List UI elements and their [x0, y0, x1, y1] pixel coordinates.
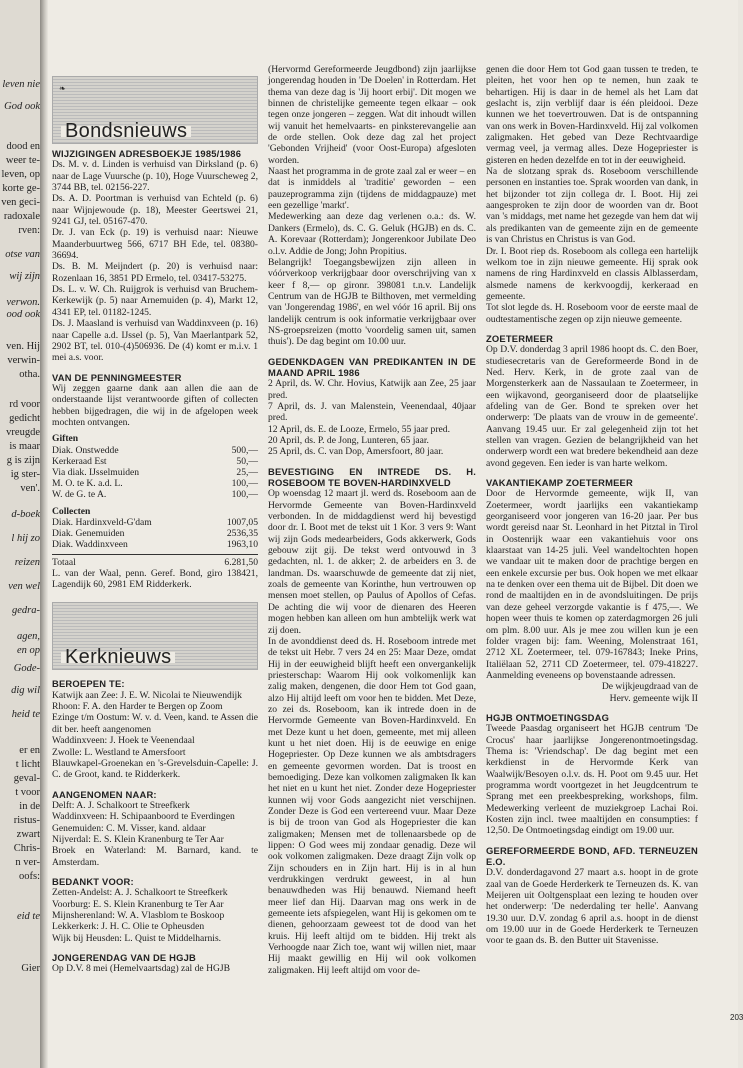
paragraph: Medewerking aan deze dag verlenen o.a.: ds. W. Dankers (Ermelo), ds. C. G. Geluk (HGJB) en ds. C. A. Korevaar (Rotterdam); Jongerenkoor Jubilate Deo o.l.v. Addie de Jong; John Propitius.	[268, 211, 476, 257]
fragment-text	[0, 800, 40, 813]
fragment-word: n ver-	[15, 857, 40, 868]
fragment-word: ven'.	[20, 483, 40, 494]
table-row	[52, 539, 258, 550]
fragment-text	[0, 708, 40, 721]
list-item: Voorburg: E. S. Klein Kranenburg te Ter Aar	[52, 898, 224, 910]
paragraph: Tweede Paasdag organiseert het HGJB centrum 'De Crocus' haar jaarlijkse Jongerenontmoetingsdag. Thema is: 'Vriendschap'. De dag begint met een kerkdienst in de Hervormde Kerk van Waalwijk/Besoyen o.l.v. ds. H. Poot om 9.45 uur. Het programma wordt voortgezet in het Jeugdcentrum te Sprang met een preekbespreking, workshops, film. Medewerking verleent de muziekgroep Lachai Roi. Kosten zijn incl. twee maaltijden en consumpties: f 12,50. De Ontmoetingsdag eindigt om 19.00 uur.	[486, 723, 698, 837]
list-item: Nijverdal: E. S. Klein Kranenburg te Ter Aar	[52, 833, 224, 845]
fragment-word: t voor	[15, 787, 40, 798]
table-row	[52, 489, 258, 500]
fragment-text	[0, 140, 40, 153]
section-heading: VAN DE PENNINGMEESTER	[52, 371, 182, 383]
fragment-word: radoxale	[3, 211, 40, 222]
row-label: M. O. te K. a.d. L.	[52, 478, 123, 490]
fragment-text	[0, 684, 40, 697]
fragment-text	[0, 814, 40, 827]
fragment-text	[0, 100, 40, 113]
fragment-text	[0, 412, 40, 425]
fragment-word: leven nie	[2, 79, 40, 90]
list-item: Wijk bij Heusden: L. Quist te Middelharnis.	[52, 932, 222, 944]
row-label: Kerkeraad Est	[52, 455, 107, 467]
fragment-text	[0, 168, 40, 181]
paragraph: (Hervormd Gereformeerde Jeugdbond) zijn jaarlijkse jongerendag houden in 'De Doelen' in Rotterdam. Het thema van deze dag is 'Jij hoort erbij'. Dit mogen we binnen de christelijke gemeente tegen elkaar – ook tegen onze jongeren – zeggen. Wat dit inhoudt willen wij vanuit het hemelvaarts- en pinksterevangelie aan de orde stellen. Ook deze dag zal het project 'Gebonden Vrijheid' (voor Oost-Europa) afgesloten worden.	[268, 64, 476, 166]
fragment-text	[0, 454, 40, 467]
list-item: 25 April, ds. C. van Dop, Amersfoort, 80 jaar.	[268, 446, 444, 458]
row-label: Diak. Onstwedde	[52, 444, 119, 456]
list-item: Ds. J. Maasland is verhuisd van Waddinxveen (p. 16) naar Capelle a.d. IJssel (p. 5), Van Maerlantpark 52, 2902 BT, tel. 010-(4)506936. De (4) komt er m.i.v. 1 mei a.s. voor.	[52, 318, 258, 364]
fragment-text	[0, 580, 40, 593]
list-item: Waddinxveen: J. Hoek te Veenendaal	[52, 735, 195, 747]
fragment-text	[0, 224, 40, 237]
list-item: Mijnsherenland: W. A. Vlasblom te Boskoop	[52, 909, 225, 921]
section-heading: VAKANTIEKAMP ZOETERMEER	[486, 477, 633, 489]
fragment-word: ig ster-	[10, 469, 40, 480]
fragment-word: zwart	[16, 829, 40, 840]
total-label: Totaal	[52, 556, 76, 568]
fragment-text	[0, 368, 40, 381]
fragment-word: in de	[19, 801, 40, 812]
fragment-text	[0, 532, 40, 545]
section-heading: HGJB ONTMOETINGSDAG	[486, 711, 610, 723]
gedenkdagen-list	[268, 378, 476, 457]
fragment-text	[0, 870, 40, 883]
paragraph: Na de slotzang sprak ds. Roseboom verschillende personen en instanties toe. Sprak woorden van dank, in het bijzonder tot zijn collega dr. I. Boot. Hij zei aangesproken te zijn door de woorden van dr. Boot van 's middags, met name het gezegde van hem dat wij als predikanten van de gemeente zijn en de gemeente is van Christus en Christus is van God.	[486, 166, 698, 246]
total-rule	[52, 554, 258, 555]
fragment-word: Gier	[21, 963, 40, 974]
fragment-word: Gode-	[13, 663, 40, 674]
fragment-word: wij zijn	[9, 271, 40, 282]
column-3	[486, 64, 698, 947]
fragment-word: gedicht	[9, 413, 40, 424]
column-1	[52, 76, 258, 975]
list-item: 7 April, ds. J. van Malenstein, Veenendaal, 40jaar pred.	[268, 400, 476, 424]
fragment-word: er en	[19, 745, 40, 756]
fragment-word: vreugde	[6, 427, 40, 438]
row-amount: 500,—	[231, 444, 258, 456]
list-item: Genemuiden: C. M. Visser, kand. aldaar	[52, 822, 206, 834]
paragraph: In de avonddienst deed ds. H. Roseboom intrede met de tekst uit Hebr. 7 vers 24 en 25: Maar Deze, omdat Hij in der eeuwigheid blijft heeft een onvergankelijk priesterschap: Waarom Hij ook volkomenlijk kan zalig maken, dengenen, die door Hem tot God gaan, alzo Hij altijd leeft om voor hen te bidden. Met Deze, zo zei ds. Roseboom, kan ik intrede doen in de Hervormde Gemeente van Boven-Hardinxveld. En met Deze kunt u het doen, gemeente, met mij alleen kunt u het niet doen. Hij is de eeuwige en enige Hogepriester. Op Deze kunnen we als ambtsdragers en gemeente gevormen worden. Dat is troost en bemoediging. Deze kan volkomen zaligmaken Ik kan het niet en u kunt het niet. Zonder deze Hogepriester kunnen wij voor Gods aangezicht niet verschijnen. Zonder Deze is God een vertereend vuur. Maar Deze is bij de troon van God als Hogepriester die kan zaligmaken; Mensen met de tollenaarsbede op de lippen: O God wees mij zondaar genadig. Deze wil ook volkomen zaligmaken. Deze draagt Zijn volk op Zijn schouders en in Zijn hart. Hij is in al hun verdrukkingen verdrukt geweest, in al hun benauwdheden was Hij benauwd. Niemand heeft meer lief dan Hij. Daarvan mag ons werk in de gemeente iets afspiegelen, want Hij is gekomen om te dienen, gehoorzaam geweest tot de dood van het kruis. Hij leeft altijd om te bidden. Hij trekt als Verhoogde naar Zich toe, want wij willen niet, maar Hij maakt gewillig en Hij wil ook volkomen zaligmaken. Hij leeft altijd om voor de-	[268, 635, 476, 976]
fragment-word: otse van	[5, 249, 40, 260]
banner-title: Kerknieuws	[61, 652, 175, 663]
fragment-text	[0, 308, 40, 321]
fragment-text	[0, 744, 40, 757]
bondsnieuws-banner	[52, 76, 258, 144]
fragment-word: weer te-	[5, 155, 40, 166]
fragment-text	[0, 354, 40, 367]
list-item: Delft: A. J. Schalkoort te Streefkerk	[52, 799, 190, 811]
list-item: Ds. L. v. W. Ch. Ruijgrok is verhuisd van Bruchem-Kerkewijk (p. 5) naar Arnemuiden (p. 4), Markt 12, 4341 EP, tel. 01182-1245.	[52, 284, 258, 318]
fragment-text	[0, 828, 40, 841]
fragment-text	[0, 630, 40, 643]
fragment-text	[0, 482, 40, 495]
fragment-text	[0, 78, 40, 91]
fragment-text	[0, 910, 40, 923]
fragment-text	[0, 962, 40, 975]
fragment-text	[0, 270, 40, 283]
list-item: Lekkerkerk: J. H. C. Olie te Opheusden	[52, 921, 205, 933]
kerknieuws-banner	[52, 602, 258, 670]
fragment-word: is maar	[9, 441, 40, 452]
table-row	[52, 478, 258, 489]
address-changes	[52, 159, 258, 363]
fragment-word: korte ge-	[2, 183, 40, 194]
fragment-text	[0, 210, 40, 223]
list-item: Katwijk aan Zee: J. E. W. Nicolai te Nieuwendijk	[52, 689, 242, 701]
page-number: 203	[730, 1013, 743, 1022]
row-amount: 100,—	[231, 489, 258, 501]
paragraph: Op woensdag 12 maart jl. werd ds. Roseboom aan de Hervormde Gemeente van Boven-Hardinxveld verbonden. In de middagdienst werd hij bevestigd door dr. I. Boot met de tekst uit 1 Kor. 3 vers 9: Want wij zijn Gods medearbeiders, Gods akkerwerk, Gods gebouw zijt gij. De tekst werd ontvouwd in 3 gedachten, nl. 1. de akker; 2. de arbeiders en 3. de landman. Ds. waarschuwde de gemeente dat zij niet, zoals de gemeente van Korinthe, hun vertrouwen op mensen moet stellen, op Paulus of Apollos of Cefas. De achting die wij voor de dienaren des Heeren mogen hebben kan alleen om hun ambtelijk werk wat zij doen.	[268, 488, 476, 636]
fragment-text	[0, 644, 40, 657]
list-item: 2 April, ds. W. Chr. Hovius, Katwijk aan Zee, 25 jaar pred.	[268, 378, 476, 401]
signature-line: Herv. gemeente wijk II	[609, 692, 698, 704]
page-gutter	[40, 0, 48, 1068]
fragment-text	[0, 182, 40, 195]
paragraph: Op D.V. donderdag 3 april 1986 hoopt ds. C. den Boer, studiesecretaris van de Gereformeerde Bond in de Ned. Herv. Kerk, in de grote zaal van de Morgensterkerk aan de Nassaulaan te Zoetermeer, in een wijkavond, georganiseerd door de plaatselijke afdeling van de Ger. Bond te spreken over het onderwerp: 'De plaats van de vrouw in de gemeente'. Aanvang 19.45 uur. Er zal gelegenheid zijn tot het stellen van vragen. Gezien de belangrijkheid van het onderwerp wordt een wat bredere bekendheid aan deze avond gegeven. Een ieder is van harte welkom.	[486, 344, 698, 469]
fragment-word: eid te	[16, 911, 40, 922]
fragment-word: otha.	[19, 369, 40, 380]
fragment-word: ristus-	[13, 815, 40, 826]
section-heading: BEVESTIGING EN INTREDE DS. H. ROSEBOOM TE BOVEN-HARDINXVELD	[268, 465, 476, 489]
fragment-text	[0, 842, 40, 855]
jongerendag-text: Op D.V. 8 mei (Hemelvaartsdag) zal de HGJB	[52, 963, 231, 975]
fragment-text	[0, 856, 40, 869]
fragment-word: geval-	[13, 773, 40, 784]
fragment-word: en op	[16, 645, 40, 656]
table-row	[52, 517, 258, 528]
banner-ornament-icon: ❧	[59, 84, 66, 93]
fragment-word: d-boek	[11, 509, 40, 520]
section-heading: AANGENOMEN NAAR:	[52, 788, 157, 800]
treasurer-signature: L. van der Waal, penn. Geref. Bond, giro 138421, Lagendijk 60, 2981 EM Ridderkerk.	[52, 567, 258, 591]
paragraph: Dr. I. Boot riep ds. Roseboom als collega een hartelijk welkom toe in zijn nieuwe gemeente. Hij sprak ook namens de ring Hardinxveld en classis Alblasserdam, alsmede namens de kerkvoogdij, kerkeraad en gemeente.	[486, 245, 698, 302]
total-row	[52, 557, 258, 568]
fragment-word: verwon.	[6, 297, 40, 308]
fragment-word: verwin-	[7, 355, 40, 366]
signature-line: De wijkjeugdraad van de	[601, 681, 698, 693]
list-item: Zwolle: L. Westland te Amersfoort	[52, 746, 186, 758]
aangenomen-list	[52, 800, 258, 868]
fragment-word: ood ook	[6, 309, 40, 320]
fragment-word: reizen	[14, 557, 40, 568]
fragment-word: Chris-	[13, 843, 40, 854]
fragment-word: dig wil	[11, 685, 40, 696]
fragment-text	[0, 440, 40, 453]
fragment-text	[0, 340, 40, 353]
column-2	[268, 64, 476, 976]
row-label: Diak. Hardinxveld-G'dam	[52, 516, 152, 528]
paragraph: Door de Hervormde gemeente, wijk II, van Zoetermeer, wordt jaarlijks een vakantiekamp georganiseerd voor jongeren van 16-20 jaar. Per bus wordt gereisd naar St. Leonhard in het Pitztal in Tirol in Oostenrijk waar een vakantiehuis voor ons klaarstaat van 14-25 juli. Veel wandeltochten hopen we vandaar uit te maken door de prachtige bergen en een enkele excursie per bus. Ook hopen we met elkaar na te denken over een thema uit de Bijbel. Dit doen we rond de maaltijden en in de avondsluitingen. De prijs van deze geheel verzorgde vakantie is f 475,—. We hopen weer thuis te komen op zaterdagmorgen 26 juli om plm. 8.00 uur. Als je mee zou willen kun je een folder vragen bij: fam. Weening, Molenstraat 161, 2712 XL Zoetermeer, tel. 079-167843; Ineke Prins, Italiëlaan 52, 2711 CD Zoetermeer, tel. 079-418227. Aanmelding eveneens op bovenstaande adressen.	[486, 488, 698, 681]
fragment-word: g is zijn	[6, 455, 40, 466]
row-amount: 25,—	[236, 467, 258, 478]
treasurer-text: Wij zeggen gaarne dank aan allen die aan de onderstaande lijst verantwoorde giften of collecten hebben bijgedragen, die wij in de afgelopen week mochten ontvangen.	[52, 382, 258, 428]
list-item: Broek en Waterland: M. Barnard, kand. te Amsterdam.	[52, 845, 258, 868]
list-item: 12 April, ds. E. de Looze, Ermelo, 55 jaar pred.	[268, 423, 450, 435]
table-row	[52, 528, 258, 539]
fragment-text	[0, 398, 40, 411]
fragment-text	[0, 468, 40, 481]
fragment-word: agen,	[16, 631, 40, 642]
fragment-text	[0, 662, 40, 675]
giften-heading: Giften	[52, 433, 79, 445]
row-label: Diak. Genemuiden	[52, 528, 125, 540]
paragraph: Tot slot legde ds. H. Roseboom voor de eerste maal de oudtestamentische zegen op zijn nieuwe gemeente.	[486, 302, 698, 325]
row-amount: 1007,05	[226, 516, 258, 528]
fragment-word: dood en	[6, 141, 40, 152]
row-amount: 100,—	[231, 478, 258, 490]
magazine-page	[48, 0, 743, 1068]
list-item: 20 April, ds. P. de Jong, Lunteren, 65 jaar.	[268, 435, 429, 446]
fragment-word: ven geci-	[1, 197, 40, 208]
table-row	[52, 456, 258, 467]
section-heading: GEREFORMEERDE BOND, AFD. TERNEUZEN E.O.	[486, 844, 698, 868]
list-item: Ds. M. v. d. Linden is verhuisd van Dirksland (p. 6) naar de Lage Vuursche (p. 10), Hoge Vuurscheweg 2, 3744 BB, tel. 02156-227.	[52, 159, 258, 194]
fragment-word: rven:	[18, 225, 40, 236]
fragment-word: God ook	[4, 101, 40, 112]
row-amount: 50,—	[236, 455, 258, 467]
total-value: 6.281,50	[224, 556, 258, 568]
list-item: Zetten-Andelst: A. J. Schalkoort te Streefkerk	[52, 887, 228, 899]
section-heading: BEDANKT VOOR:	[52, 875, 134, 887]
fragment-text	[0, 426, 40, 439]
list-item: Ds. A. D. Poortman is verhuisd van Echteld (p. 6) naar Wijnjewoude (p. 18), Meester Geertswei 21, 9241 GJ, tel. 05167-470.	[52, 193, 258, 228]
section-heading: BEROEPEN TE:	[52, 678, 125, 690]
fragment-word: ven wel	[8, 581, 40, 592]
previous-page-edge	[0, 0, 40, 1068]
collecten-heading: Collecten	[52, 505, 91, 517]
section-heading: WIJZIGINGEN ADRESBOEKJE 1985/1986	[52, 148, 242, 159]
fragment-text	[0, 786, 40, 799]
row-label: Diak. Waddinxveen	[52, 539, 128, 551]
fragment-word: t licht	[15, 759, 40, 770]
paragraph: Naast het programma in de grote zaal zal er weer – en dat is inmiddels al 'traditie' geworden – een pauzeprogramma zijn (tijdens de middagpauze) met een gezellige 'markt'.	[268, 166, 476, 212]
fragment-text	[0, 154, 40, 167]
fragment-text	[0, 508, 40, 521]
list-item: Ds. B. M. Meijndert (p. 20) is verhuisd naar: Rozenlaan 16, 3851 PD Ermelo, tel. 03417-53275.	[52, 261, 258, 284]
list-item: Dr. J. van Eck (p. 19) is verhuisd naar: Nieuwe Maanderbuurtweg 566, 6717 BH Ede, tel. 08380-36694.	[52, 227, 258, 262]
giften-table	[52, 445, 258, 501]
row-label: Via diak. IJsselmuiden	[52, 467, 140, 478]
table-row	[52, 467, 258, 478]
collecten-table	[52, 517, 258, 551]
fragment-text	[0, 556, 40, 569]
list-item: Waddinxveen: H. Schipaanboord te Everdingen	[52, 811, 235, 823]
section-heading: ZOETERMEER	[486, 332, 554, 344]
fragment-word: rd voor	[9, 399, 40, 410]
fragment-word: oofs:	[19, 871, 40, 882]
fragment-text	[0, 604, 40, 617]
fragment-text	[0, 196, 40, 209]
paragraph: genen die door Hem tot God gaan tussen te treden, te pleiten, het voor hen op te nemen, hun zaak te behartigen. Hij is daar in de hemel als het Lam dat geslacht is, zijn verblijf daar is één pleidooi. Deze kunnen we het toevertrouwen. Dat is de ontspanning van ons werk in Boven-Hardinxveld. Hij zal volkomen zaligmaken. Het gebed van Deze Rechtvaardige vermag veel, ja vermag alles. Deze Hogepriester is gisteren en heden dezelfde en tot in der eeuwigheid.	[486, 64, 698, 166]
row-label: W. de G. te A.	[52, 489, 107, 501]
bedankt-list	[52, 887, 258, 944]
list-item: Rhoon: F. A. den Harder te Bergen op Zoom	[52, 701, 223, 713]
paragraph: Belangrijk! Toegangsbewijzen zijn alleen in vóórverkoop verkrijgbaar door overschrijving van x keer f 8,— op gironr. 398081 t.n.v. Landelijk Centrum van de HGJB te Bilthoven, met vermelding van 'Jongerendag 1986', en wel vóór 16 april. Bij ons landelijk centrum is ook informatie verkrijgbaar over NS-groepsreizen (motto 'voordelig samen uit, samen thuis'). De dag begint om 10.00 uur.	[268, 256, 476, 348]
row-amount: 1963,10	[226, 539, 258, 551]
row-amount: 2536,35	[226, 528, 258, 540]
fragment-word: heid te	[11, 709, 40, 720]
section-heading: GEDENKDAGEN VAN PREDIKANTEN IN DE MAAND APRIL 1986	[268, 355, 476, 378]
section-heading: JONGERENDAG VAN DE HGJB	[52, 952, 197, 964]
list-item: Ezinge t/m Oostum: W. v. d. Veen, kand. te Assen die dit ber. heeft aangenomen	[52, 712, 258, 735]
beroepen-list	[52, 690, 258, 781]
list-item: Blauwkapel-Groenekan en 's-Grevelsduin-Capelle: J. C. de Groot, kand. te Ridderkerk.	[52, 757, 258, 781]
fragment-word: gedra-	[12, 605, 40, 616]
fragment-text	[0, 758, 40, 771]
fragment-text	[0, 772, 40, 785]
fragment-word: leven, op	[1, 169, 40, 180]
fragment-text	[0, 248, 40, 261]
fragment-word: ven. Hij	[6, 341, 40, 352]
table-row	[52, 445, 258, 456]
paragraph: D.V. donderdagavond 27 maart a.s. hoopt in de grote zaal van de Goede Herderkerk te Terneuzen ds. K. van Meijeren uit Ooltgensplaat een lezing te houden over het onderwerp: 'De nederdaling ter helle'. Aanvang 19.30 uur. D.V. zondag 6 april a.s. hoopt in de dienst om 19.00 uur in de Goede Herderkerk te Terneuzen voor te gaan ds. B. den Butter uit Stavenisse.	[486, 867, 698, 947]
fragment-word: l hij zo	[11, 533, 40, 544]
banner-title: Bondsnieuws	[61, 126, 191, 137]
